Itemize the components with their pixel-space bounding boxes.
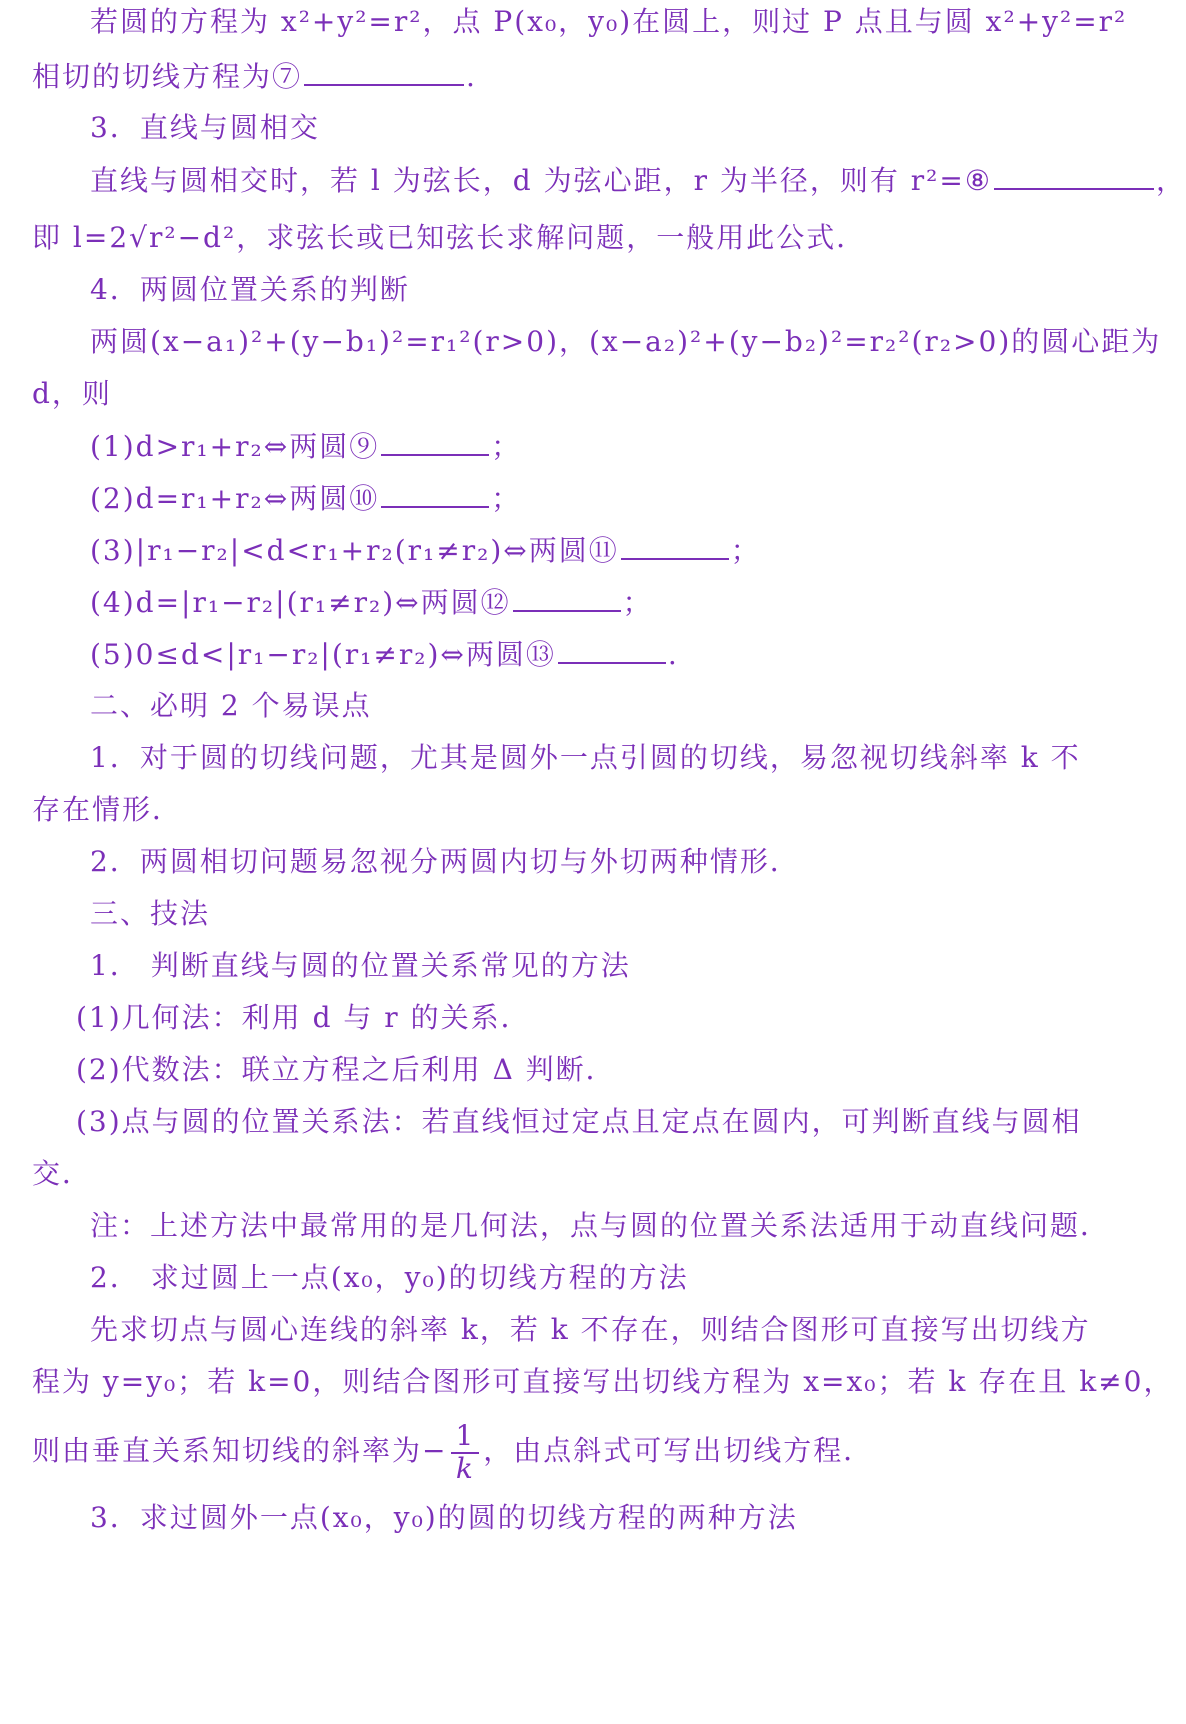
section-heading: 二、必明 2 个易误点 xyxy=(90,689,372,722)
fill-in-line-13 xyxy=(90,634,679,675)
text-segment: 相切的切线方程为⑦ xyxy=(32,60,303,93)
text-line: 程为 y=y₀；若 k=0，则结合图形可直接写出切线方程为 x=x₀；若 k 存在且 k≠0， xyxy=(32,1365,1174,1398)
text-line: 交． xyxy=(32,1157,93,1190)
text-segment: (1)d>r₁+r₂⇔两圆⑨ xyxy=(90,430,380,463)
text-segment: 则由垂直关系知切线的斜率为− xyxy=(32,1434,448,1467)
answer-blank-8[interactable] xyxy=(994,160,1154,190)
text-segment: 直线与圆相交时，若 l 为弦长，d 为弦心距，r 为半径，则有 r²=⑧ xyxy=(90,164,992,197)
text-segment: (2)d=r₁+r₂⇔两圆⑩ xyxy=(90,482,380,515)
text-segment: ； xyxy=(491,482,522,515)
fill-in-line-10 xyxy=(90,478,521,519)
text-line: (2)代数法：联立方程之后利用 Δ 判断． xyxy=(76,1053,616,1086)
text-line: (3)点与圆的位置关系法：若直线恒过定点且定点在圆内，可判断直线与圆相 xyxy=(76,1105,1082,1138)
fill-in-line-12 xyxy=(90,582,653,623)
fill-in-line-9 xyxy=(90,426,521,467)
answer-blank-12[interactable] xyxy=(513,582,621,612)
fraction xyxy=(451,1418,479,1485)
fill-in-line-11 xyxy=(90,530,761,571)
fraction-numerator: 1 xyxy=(451,1421,479,1454)
text-segment: . xyxy=(466,60,477,93)
text-segment: ； xyxy=(730,534,761,567)
section-heading: 1． 判断直线与圆的位置关系常见的方法 xyxy=(90,949,631,982)
section-heading: 3．直线与圆相交 xyxy=(90,111,320,144)
fill-in-line-7 xyxy=(32,56,477,97)
answer-blank-9[interactable] xyxy=(381,426,489,456)
text-segment: ； xyxy=(622,586,653,619)
fraction-line xyxy=(32,1416,873,1486)
text-segment: ，由点斜式可写出切线方程． xyxy=(483,1434,874,1467)
text-line: 先求切点与圆心连线的斜率 k，若 k 不存在，则结合图形可直接写出切线方 xyxy=(90,1313,1091,1346)
text-line: 即 l=2√r²−d²，求弦长或已知弦长求解问题，一般用此公式． xyxy=(32,221,867,254)
answer-blank-7[interactable] xyxy=(304,56,464,86)
answer-blank-11[interactable] xyxy=(621,530,729,560)
text-segment: (4)d=|r₁−r₂|(r₁≠r₂)⇔两圆⑫ xyxy=(90,586,511,619)
section-heading: 3．求过圆外一点(x₀，y₀)的圆的切线方程的两种方法 xyxy=(90,1501,798,1534)
text-line: 两圆(x−a₁)²+(y−b₁)²=r₁²(r>0)，(x−a₂)²+(y−b₂)²=r₂²(r₂>0)的圆心距为 xyxy=(90,325,1162,358)
text-line: (1)几何法：利用 d 与 r 的关系． xyxy=(76,1001,531,1034)
text-line: 2．两圆相切问题易忽视分两圆内切与外切两种情形． xyxy=(90,845,800,878)
text-segment: ， xyxy=(1155,164,1186,197)
answer-blank-10[interactable] xyxy=(381,478,489,508)
text-line: d，则 xyxy=(32,377,112,410)
fill-in-line-8 xyxy=(90,160,1186,201)
section-heading: 2． 求过圆上一点(x₀，y₀)的切线方程的方法 xyxy=(90,1261,689,1294)
text-line: 存在情形． xyxy=(32,793,183,826)
answer-blank-13[interactable] xyxy=(558,634,666,664)
section-heading: 三、技法 xyxy=(90,897,211,930)
note-line: 注：上述方法中最常用的是几何法，点与圆的位置关系法适用于动直线问题． xyxy=(90,1209,1111,1242)
text-line: 1．对于圆的切线问题，尤其是圆外一点引圆的切线，易忽视切线斜率 k 不 xyxy=(90,741,1081,774)
text-segment: . xyxy=(667,638,679,671)
fraction-denominator: k xyxy=(455,1451,475,1485)
text-segment: ； xyxy=(491,430,522,463)
text-segment: (3)|r₁−r₂|<d<r₁+r₂(r₁≠r₂)⇔两圆⑪ xyxy=(90,534,619,567)
section-heading: 4．两圆位置关系的判断 xyxy=(90,273,410,306)
text-segment: (5)0≤d<|r₁−r₂|(r₁≠r₂)⇔两圆⑬ xyxy=(90,638,556,671)
text-line: 若圆的方程为 x²+y²=r²，点 P(x₀，y₀)在圆上，则过 P 点且与圆 x²+y²=r² xyxy=(90,5,1128,38)
